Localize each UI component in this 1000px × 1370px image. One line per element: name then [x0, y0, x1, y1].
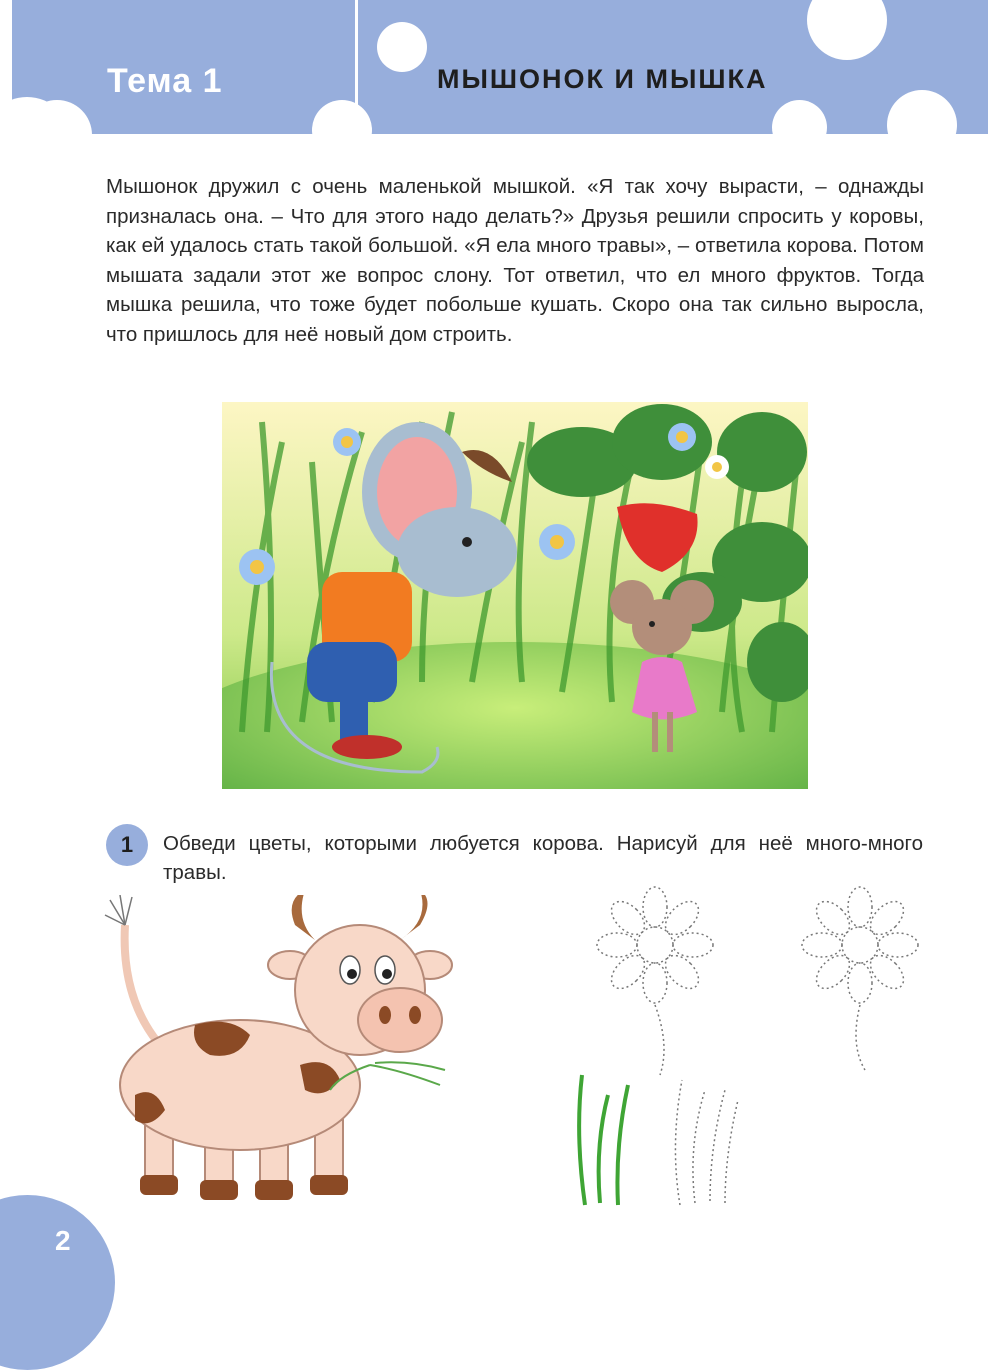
- header-dot-decoration: [377, 22, 427, 72]
- mice-illustration: [222, 402, 808, 789]
- header-dot-decoration: [772, 100, 827, 134]
- green-grass-sample: [579, 1075, 628, 1205]
- tracing-area: [560, 885, 940, 1215]
- header-dot-decoration: [807, 0, 887, 60]
- task-number-badge: 1: [106, 824, 148, 866]
- cow-tail-tuft: [105, 895, 132, 925]
- cow-illustration: [100, 895, 460, 1215]
- dotted-grass: [675, 1080, 738, 1205]
- story-text: Мышонок дружил с очень маленькой мышкой. «Я так хочу вырасти, – однажды призналась она. – Что для этого надо делать?» Друзья решили спросить у коровы, как ей удалось стать такой большой. «Я ела много травы», – ответила корова. Потом мышата задали этот же вопрос слону. Тот ответил, что ел много фруктов. Тогда мышка решила, что тоже будет побольше кушать. Скоро она так сильно выросла, что пришлось для неё новый дом строить.: [106, 175, 924, 346]
- topic-label: Тема 1: [107, 62, 223, 100]
- header-dot-decoration: [887, 90, 957, 134]
- header-dot-decoration: [312, 100, 372, 134]
- dotted-flower-right: [802, 887, 918, 1070]
- header-divider: [355, 0, 358, 134]
- task-instruction: Обведи цветы, которыми любуется корова. Нарисуй для неё много-много травы.: [163, 832, 923, 884]
- page-title: МЫШОНОК И МЫШКА: [437, 64, 768, 94]
- page-number: 2: [55, 1225, 71, 1256]
- page-header: [12, 0, 988, 134]
- dotted-flower-left: [597, 887, 713, 1075]
- page-number-circle: [0, 1195, 115, 1370]
- cow-hooves: [140, 1175, 348, 1200]
